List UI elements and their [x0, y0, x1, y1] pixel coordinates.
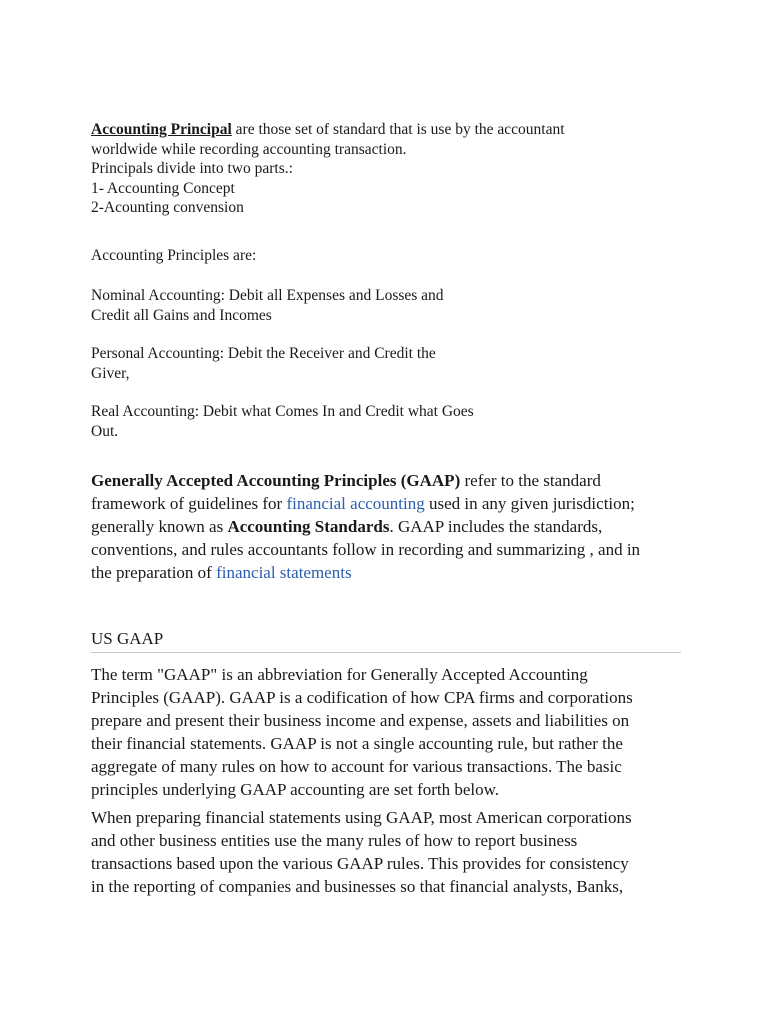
gaap-text-4: generally known as [91, 517, 228, 536]
nominal-line1: Nominal Accounting: Debit all Expenses and Losses and [91, 287, 444, 304]
gaap-text-1: refer to the standard [460, 471, 601, 490]
personal-line1: Personal Accounting: Debit the Receiver and Credit the [91, 345, 436, 362]
intro-paragraph [91, 120, 651, 218]
gaap-text-5: . GAAP includes the standards, [389, 517, 603, 536]
real-line1: Real Accounting: Debit what Comes In and Credit what Goes [91, 403, 474, 420]
intro-line3: Principals divide into two parts.: [91, 160, 293, 177]
real-line2: Out. [91, 422, 119, 440]
financial-statements-link[interactable]: financial statements [216, 563, 352, 582]
para2-line: and other business entities use the many rules of how to report business [91, 831, 578, 850]
heading-divider [91, 652, 681, 653]
gaap-term: Generally Accepted Accounting Principles (GAAP) [91, 471, 461, 490]
para1-line: principles underlying GAAP accounting are set forth below. [91, 780, 500, 799]
para1-line: aggregate of many rules on how to account for various transactions. The basic [91, 757, 622, 776]
gaap-text-7: the preparation of [91, 563, 217, 582]
para1-line: their financial statements. GAAP is not a single accounting rule, but rather the [91, 734, 623, 753]
us-gaap-paragraph-2 [91, 806, 691, 898]
personal-line2: Giver, [91, 364, 130, 382]
us-gaap-heading: US GAAP [91, 629, 164, 648]
intro-item-1: 1- Accounting Concept [91, 179, 235, 197]
nominal-line2: Credit all Gains and Incomes [91, 306, 272, 324]
us-gaap-paragraph-1 [91, 663, 691, 801]
gaap-definition-paragraph [91, 469, 691, 584]
financial-accounting-link[interactable]: financial accounting [286, 494, 425, 513]
real-accounting [91, 402, 651, 441]
para2-line: When preparing financial statements using GAAP, most American corporations [91, 808, 632, 827]
intro-item-2: 2-Acounting convension [91, 199, 244, 216]
para2-line: in the reporting of companies and businesses so that financial analysts, Banks, [91, 877, 624, 896]
gaap-text-2: framework of guidelines for [91, 494, 287, 513]
gaap-text-3: used in any given jurisdiction; [424, 494, 635, 513]
gaap-text-6: conventions, and rules accountants follow in recording and summarizing , and in [91, 540, 641, 559]
para2-line: transactions based upon the various GAAP rules. This provides for consistency [91, 854, 629, 873]
principles-heading: Accounting Principles are: [91, 247, 257, 264]
personal-accounting [91, 344, 651, 383]
para1-line: The term "GAAP" is an abbreviation for Generally Accepted Accounting [91, 665, 588, 684]
accounting-standards-term: Accounting Standards [227, 517, 390, 536]
para1-line: Principles (GAAP). GAAP is a codification of how CPA firms and corporations [91, 688, 633, 707]
intro-line2: worldwide while recording accounting transaction. [91, 140, 407, 158]
accounting-principal-term: Accounting Principal [91, 121, 232, 138]
para1-line: prepare and present their business income and expense, assets and liabilities on [91, 711, 630, 730]
nominal-accounting [91, 286, 651, 325]
intro-line1-text: are those set of standard that is use by the accountant [231, 121, 565, 138]
